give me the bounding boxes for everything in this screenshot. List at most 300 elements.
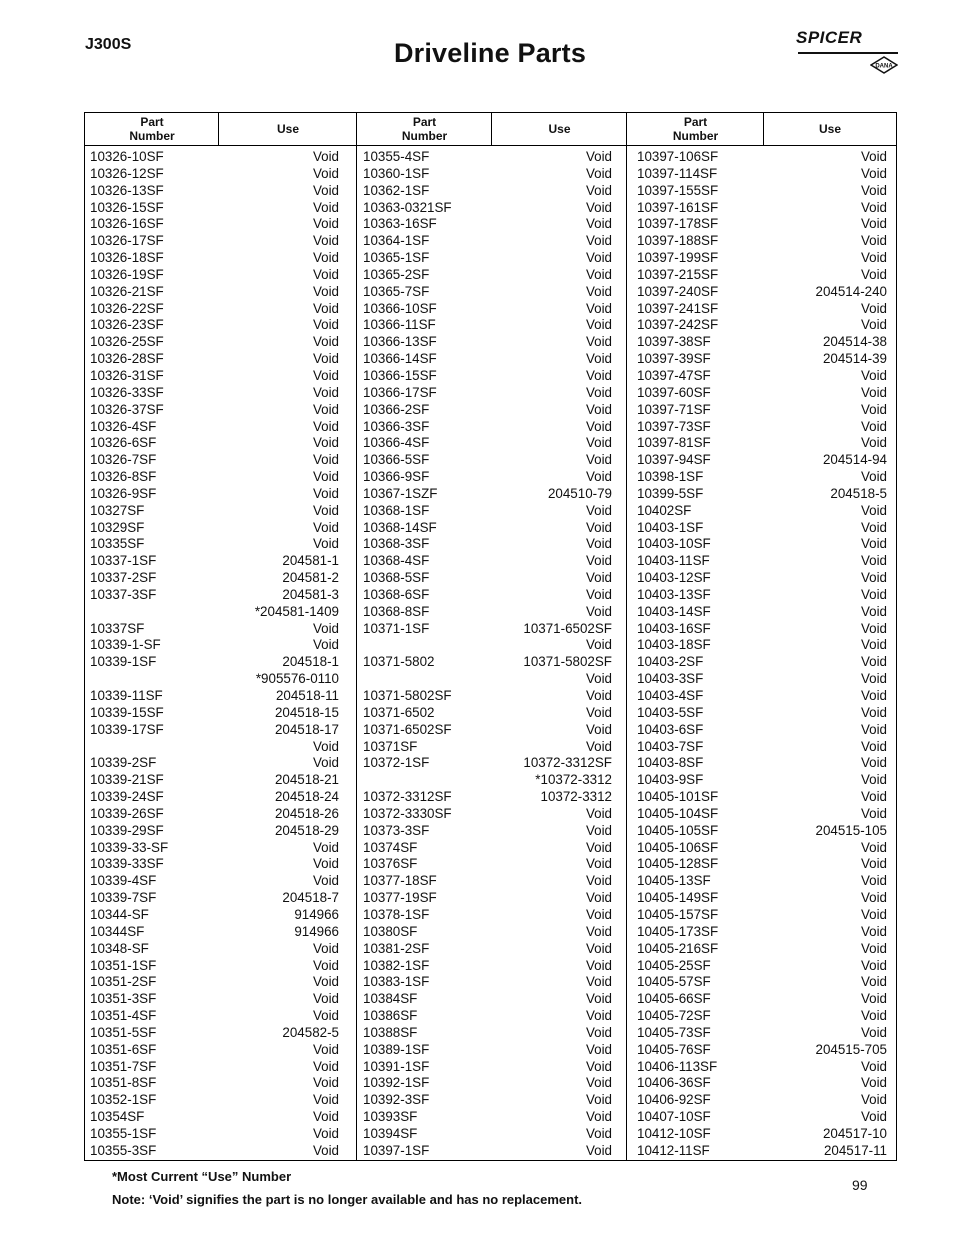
table-row — [363, 166, 612, 183]
part-number: 10339-29SF — [90, 822, 164, 838]
part-number: 10405-173SF — [637, 923, 719, 939]
table-row — [637, 183, 887, 200]
part-number: 10412-10SF — [637, 1125, 711, 1141]
table-row — [637, 1126, 887, 1143]
part-number: 10355-3SF — [90, 1142, 157, 1158]
use-value: 204514-240 — [815, 283, 887, 299]
use-value: Void — [312, 266, 339, 282]
divider — [356, 113, 357, 1160]
header-part-number-2: Part Number — [401, 115, 448, 143]
part-number: 10326-9SF — [90, 485, 157, 501]
table-row — [637, 958, 887, 975]
table-row — [637, 486, 887, 503]
table-row — [637, 250, 887, 267]
part-number: 10339-26SF — [90, 805, 164, 821]
part-number: 10389-1SF — [363, 1041, 430, 1057]
table-row — [90, 856, 339, 873]
table-row — [637, 789, 887, 806]
part-number: 10392-1SF — [363, 1075, 430, 1091]
part-number: 10397-94SF — [637, 452, 711, 468]
use-value: Void — [585, 721, 612, 737]
part-number: 10397-71SF — [637, 401, 711, 417]
table-row — [90, 755, 339, 772]
part-number: 10366-4SF — [363, 435, 430, 451]
use-value: Void — [585, 1142, 612, 1158]
part-number: 10355-1SF — [90, 1125, 157, 1141]
table-row — [90, 958, 339, 975]
part-number: 10371SF — [363, 738, 418, 754]
part-number: 10405-128SF — [637, 856, 719, 872]
use-value: Void — [585, 873, 612, 889]
use-value: Void — [860, 233, 887, 249]
parts-column-2 — [363, 149, 612, 1160]
part-number: 10397-241SF — [637, 300, 719, 316]
table-row — [90, 688, 339, 705]
table-row — [637, 435, 887, 452]
part-number: 10362-1SF — [363, 182, 430, 198]
use-value: Void — [585, 839, 612, 855]
table-row — [363, 873, 612, 890]
part-number: 10402SF — [637, 502, 692, 518]
table-row — [363, 301, 612, 318]
table-row — [637, 637, 887, 654]
use-value: Void — [312, 317, 339, 333]
part-number: 10403-18SF — [637, 637, 711, 653]
part-number: 10380SF — [363, 923, 418, 939]
part-number: 10326-13SF — [90, 182, 164, 198]
use-value: Void — [312, 199, 339, 215]
part-number: 10403-1SF — [637, 519, 704, 535]
part-number: 10351-7SF — [90, 1058, 157, 1074]
use-value: Void — [312, 351, 339, 367]
use-value: Void — [312, 1041, 339, 1057]
part-number: 10371-6502 — [363, 704, 435, 720]
part-number: 10339-11SF — [90, 688, 163, 703]
use-value: Void — [312, 856, 339, 872]
use-value: Void — [312, 300, 339, 316]
table-row — [90, 941, 339, 958]
part-number: 10397-114SF — [637, 165, 718, 181]
table-row — [90, 1008, 339, 1025]
table-row — [90, 637, 339, 654]
use-value: Void — [860, 856, 887, 872]
part-number: 10397-38SF — [637, 334, 711, 350]
use-value: Void — [585, 957, 612, 973]
part-number: 10397-73SF — [637, 418, 711, 434]
table-row — [363, 1126, 612, 1143]
table-row — [363, 351, 612, 368]
table-row — [363, 452, 612, 469]
table-row — [363, 654, 612, 671]
table-row — [363, 536, 612, 553]
use-value: Void — [312, 1075, 339, 1091]
part-number: 10339-21SF — [90, 772, 164, 788]
table-row — [363, 503, 612, 520]
table-row — [363, 688, 612, 705]
document-code: J300S — [85, 36, 132, 53]
part-number: 10405-104SF — [637, 805, 719, 821]
part-number: 10403-13SF — [637, 586, 711, 602]
table-row — [637, 1025, 887, 1042]
use-value: Void — [860, 873, 887, 889]
part-number: 10366-5SF — [363, 452, 430, 468]
table-row — [363, 570, 612, 587]
part-number: 10397-1SF — [363, 1142, 430, 1158]
use-value: Void — [585, 536, 612, 552]
part-number: 10405-73SF — [637, 1024, 711, 1040]
table-row — [637, 216, 887, 233]
use-value: Void — [860, 1058, 887, 1074]
use-value: 10371-5802SF — [523, 654, 612, 670]
use-value: Void — [860, 401, 887, 417]
part-number: 10397-47SF — [637, 367, 711, 383]
part-number: 10397-215SF — [637, 266, 719, 282]
part-number: 10397-242SF — [637, 317, 719, 333]
table-row — [363, 823, 612, 840]
use-value: Void — [585, 1058, 612, 1074]
brand-sub: DANA — [875, 63, 893, 70]
table-row — [90, 536, 339, 553]
use-value: Void — [860, 570, 887, 586]
use-value: Void — [860, 250, 887, 266]
table-row — [90, 823, 339, 840]
table-row — [90, 840, 339, 857]
part-number: 10351-1SF — [90, 957, 157, 973]
table-row — [363, 890, 612, 907]
part-number: 10388SF — [363, 1024, 418, 1040]
use-value: Void — [860, 755, 887, 771]
use-value: Void — [312, 452, 339, 468]
part-number: 10405-57SF — [637, 974, 711, 990]
part-number: 10403-14SF — [637, 603, 711, 619]
part-number: 10352-1SF — [90, 1092, 157, 1108]
part-number: 10372-3330SF — [363, 805, 452, 821]
table-row — [90, 1143, 339, 1160]
part-number: 10381-2SF — [363, 940, 430, 956]
use-value: Void — [585, 250, 612, 266]
part-number: 10366-10SF — [363, 300, 437, 316]
part-number: 10365-1SF — [363, 250, 430, 266]
table-row — [363, 637, 612, 654]
use-value: Void — [860, 1109, 887, 1125]
part-number: 10366-2SF — [363, 401, 430, 417]
table-row — [637, 604, 887, 621]
table-row — [90, 452, 339, 469]
table-row — [637, 1042, 887, 1059]
part-number: 10397-188SF — [637, 233, 719, 249]
part-number: 10339-33-SF — [90, 839, 169, 855]
part-number: 10326-10SF — [90, 149, 164, 164]
table-row — [637, 570, 887, 587]
use-value: 204517-11 — [823, 1142, 887, 1158]
part-number: 10371-1SF — [363, 620, 430, 636]
use-value: Void — [585, 266, 612, 282]
use-value: Void — [860, 536, 887, 552]
table-row — [90, 200, 339, 217]
use-value: Void — [860, 721, 887, 737]
use-value: Void — [585, 165, 612, 181]
part-number: 10339-1-SF — [90, 637, 161, 653]
use-value: Void — [585, 334, 612, 350]
use-value: Void — [860, 519, 887, 535]
use-value: Void — [860, 772, 887, 788]
divider — [491, 113, 492, 145]
part-number: 10403-12SF — [637, 570, 711, 586]
part-number: 10366-14SF — [363, 351, 437, 367]
part-number: 10397-161SF — [637, 199, 719, 215]
use-value: 204514-39 — [822, 351, 887, 367]
part-number: 10403-8SF — [637, 755, 704, 771]
use-value: 204517-10 — [822, 1125, 887, 1141]
table-row — [363, 1109, 612, 1126]
table-row — [637, 1075, 887, 1092]
table-row — [90, 772, 339, 789]
part-number: 10339-2SF — [90, 755, 157, 771]
part-number: 10377-19SF — [363, 890, 437, 906]
use-value: Void — [585, 519, 612, 535]
use-value: Void — [585, 991, 612, 1007]
part-number: 10403-5SF — [637, 704, 704, 720]
header-use-2: Use — [548, 122, 571, 136]
use-value: Void — [312, 1142, 339, 1158]
use-value: Void — [585, 553, 612, 569]
part-number: 10405-25SF — [637, 957, 711, 973]
table-row — [363, 671, 612, 688]
table-row — [363, 924, 612, 941]
table-row — [637, 772, 887, 789]
table-row — [637, 385, 887, 402]
use-value: Void — [860, 384, 887, 400]
part-number: 10372-1SF — [363, 755, 430, 771]
part-number: 10337-1SF — [90, 553, 157, 569]
brand-name: SPICER — [796, 28, 863, 47]
table-row — [90, 486, 339, 503]
use-value: 10371-6502SF — [523, 620, 612, 636]
parts-column-1 — [90, 149, 339, 1160]
table-row — [637, 149, 887, 166]
part-number: 10368-14SF — [363, 519, 437, 535]
use-value: Void — [860, 704, 887, 720]
part-number: 10351-5SF — [90, 1024, 157, 1040]
table-row — [637, 873, 887, 890]
use-value: Void — [312, 957, 339, 973]
part-number: 10326-23SF — [90, 317, 164, 333]
use-value: Void — [860, 553, 887, 569]
use-value: Void — [585, 1125, 612, 1141]
part-number: 10351-4SF — [90, 1008, 157, 1024]
use-value: Void — [312, 991, 339, 1007]
part-number: 10368-3SF — [363, 536, 430, 552]
part-number: 10394SF — [363, 1125, 418, 1141]
part-number: 10407-10SF — [637, 1109, 711, 1125]
use-value: Void — [312, 334, 339, 350]
part-number: 10406-36SF — [637, 1075, 711, 1091]
part-number: 10355-4SF — [363, 149, 430, 164]
logo-underline — [798, 52, 898, 54]
divider — [218, 113, 219, 145]
use-value: Void — [860, 1075, 887, 1091]
table-row — [363, 317, 612, 334]
use-value: Void — [860, 789, 887, 805]
use-value: Void — [585, 603, 612, 619]
use-value: Void — [860, 165, 887, 181]
table-row — [90, 570, 339, 587]
use-value: Void — [312, 1058, 339, 1074]
table-row — [637, 233, 887, 250]
use-value: 204518-24 — [274, 789, 339, 805]
part-number: 10371-5802SF — [363, 688, 452, 703]
use-value: Void — [860, 586, 887, 602]
table-row — [637, 705, 887, 722]
use-value: Void — [860, 603, 887, 619]
table-row — [637, 317, 887, 334]
use-value: Void — [860, 502, 887, 518]
part-number: 10326-25SF — [90, 334, 164, 350]
table-row — [90, 166, 339, 183]
table-row — [90, 621, 339, 638]
use-value: 204515-705 — [815, 1041, 887, 1057]
part-number: 10405-13SF — [637, 873, 711, 889]
table-row — [90, 351, 339, 368]
part-number: 10368-8SF — [363, 603, 430, 619]
table-row — [90, 705, 339, 722]
table-row — [363, 402, 612, 419]
table-row — [363, 789, 612, 806]
use-value: Void — [860, 418, 887, 434]
part-number: 10339-24SF — [90, 789, 164, 805]
part-number: 10374SF — [363, 839, 418, 855]
part-number: 10326-22SF — [90, 300, 164, 316]
table-row — [90, 654, 339, 671]
part-number: 10403-10SF — [637, 536, 711, 552]
table-row — [637, 755, 887, 772]
use-value: Void — [312, 384, 339, 400]
use-value: Void — [585, 738, 612, 754]
use-value: Void — [312, 502, 339, 518]
use-value: Void — [312, 873, 339, 889]
use-value: *10372-3312 — [535, 772, 612, 788]
table-row — [637, 924, 887, 941]
table-row — [363, 553, 612, 570]
divider — [763, 113, 764, 145]
table-row — [363, 739, 612, 756]
use-value: Void — [860, 654, 887, 670]
use-value: Void — [312, 974, 339, 990]
use-value: Void — [860, 199, 887, 215]
table-row — [637, 200, 887, 217]
part-number: 10344-SF — [90, 906, 149, 922]
spicer-logo — [796, 28, 902, 76]
table-row — [90, 419, 339, 436]
use-value: Void — [312, 250, 339, 266]
part-number: 10339-4SF — [90, 873, 157, 889]
use-value: Void — [585, 384, 612, 400]
table-row — [363, 958, 612, 975]
use-value: Void — [585, 890, 612, 906]
table-row — [363, 941, 612, 958]
table-row — [363, 587, 612, 604]
use-value: Void — [312, 216, 339, 232]
use-value: Void — [312, 367, 339, 383]
table-row — [363, 755, 612, 772]
table-row — [363, 385, 612, 402]
part-number: 10354SF — [90, 1109, 145, 1125]
part-number: 10326-4SF — [90, 418, 157, 434]
part-number: 10366-15SF — [363, 367, 437, 383]
table-row — [637, 368, 887, 385]
use-value: Void — [585, 502, 612, 518]
table-row — [90, 385, 339, 402]
use-value: Void — [585, 351, 612, 367]
use-value: Void — [860, 991, 887, 1007]
table-row — [637, 890, 887, 907]
use-value: Void — [312, 1109, 339, 1125]
table-row — [637, 907, 887, 924]
part-number: 10405-76SF — [637, 1041, 711, 1057]
part-number: 10399-5SF — [637, 485, 704, 501]
part-number: 10339-1SF — [90, 654, 157, 670]
table-row — [90, 1109, 339, 1126]
dana-diamond-icon — [870, 56, 898, 74]
part-number: 10405-66SF — [637, 991, 711, 1007]
parts-column-3 — [637, 149, 887, 1160]
use-value: Void — [312, 485, 339, 501]
table-row — [90, 722, 339, 739]
use-value: 204518-11 — [275, 688, 339, 703]
use-value: Void — [585, 822, 612, 838]
table-row — [363, 149, 612, 166]
use-value: Void — [585, 704, 612, 720]
use-value: Void — [860, 671, 887, 687]
part-number: 10326-7SF — [90, 452, 157, 468]
use-value: Void — [860, 367, 887, 383]
part-number: 10365-2SF — [363, 266, 430, 282]
header-part-number-1: Part Number — [129, 115, 175, 143]
table-row — [90, 368, 339, 385]
part-number: 10366-13SF — [363, 334, 437, 350]
table-row — [363, 991, 612, 1008]
table-row — [363, 419, 612, 436]
part-number: 10363-0321SF — [363, 199, 452, 215]
part-number: 10348-SF — [90, 940, 149, 956]
part-number: 10329SF — [90, 519, 145, 535]
use-value: Void — [312, 401, 339, 417]
use-value: 204514-94 — [822, 452, 887, 468]
use-value: Void — [585, 586, 612, 602]
use-value: Void — [860, 182, 887, 198]
use-value: Void — [312, 469, 339, 485]
table-row — [363, 1092, 612, 1109]
table-row — [637, 301, 887, 318]
use-value: Void — [860, 738, 887, 754]
part-number: 10326-17SF — [90, 233, 164, 249]
use-value: Void — [860, 317, 887, 333]
table-row — [90, 520, 339, 537]
table-row — [637, 166, 887, 183]
part-number: 10391-1SF — [363, 1058, 430, 1074]
part-number: 10406-92SF — [637, 1092, 711, 1108]
part-number: 10326-12SF — [90, 165, 164, 181]
part-number: 10405-72SF — [637, 1008, 711, 1024]
use-value: Void — [585, 570, 612, 586]
part-number: 10368-4SF — [363, 553, 430, 569]
use-value: Void — [860, 620, 887, 636]
divider — [626, 113, 627, 1160]
table-row — [90, 1126, 339, 1143]
table-row — [363, 604, 612, 621]
use-value: Void — [312, 165, 339, 181]
use-value: 204581-3 — [282, 586, 339, 602]
